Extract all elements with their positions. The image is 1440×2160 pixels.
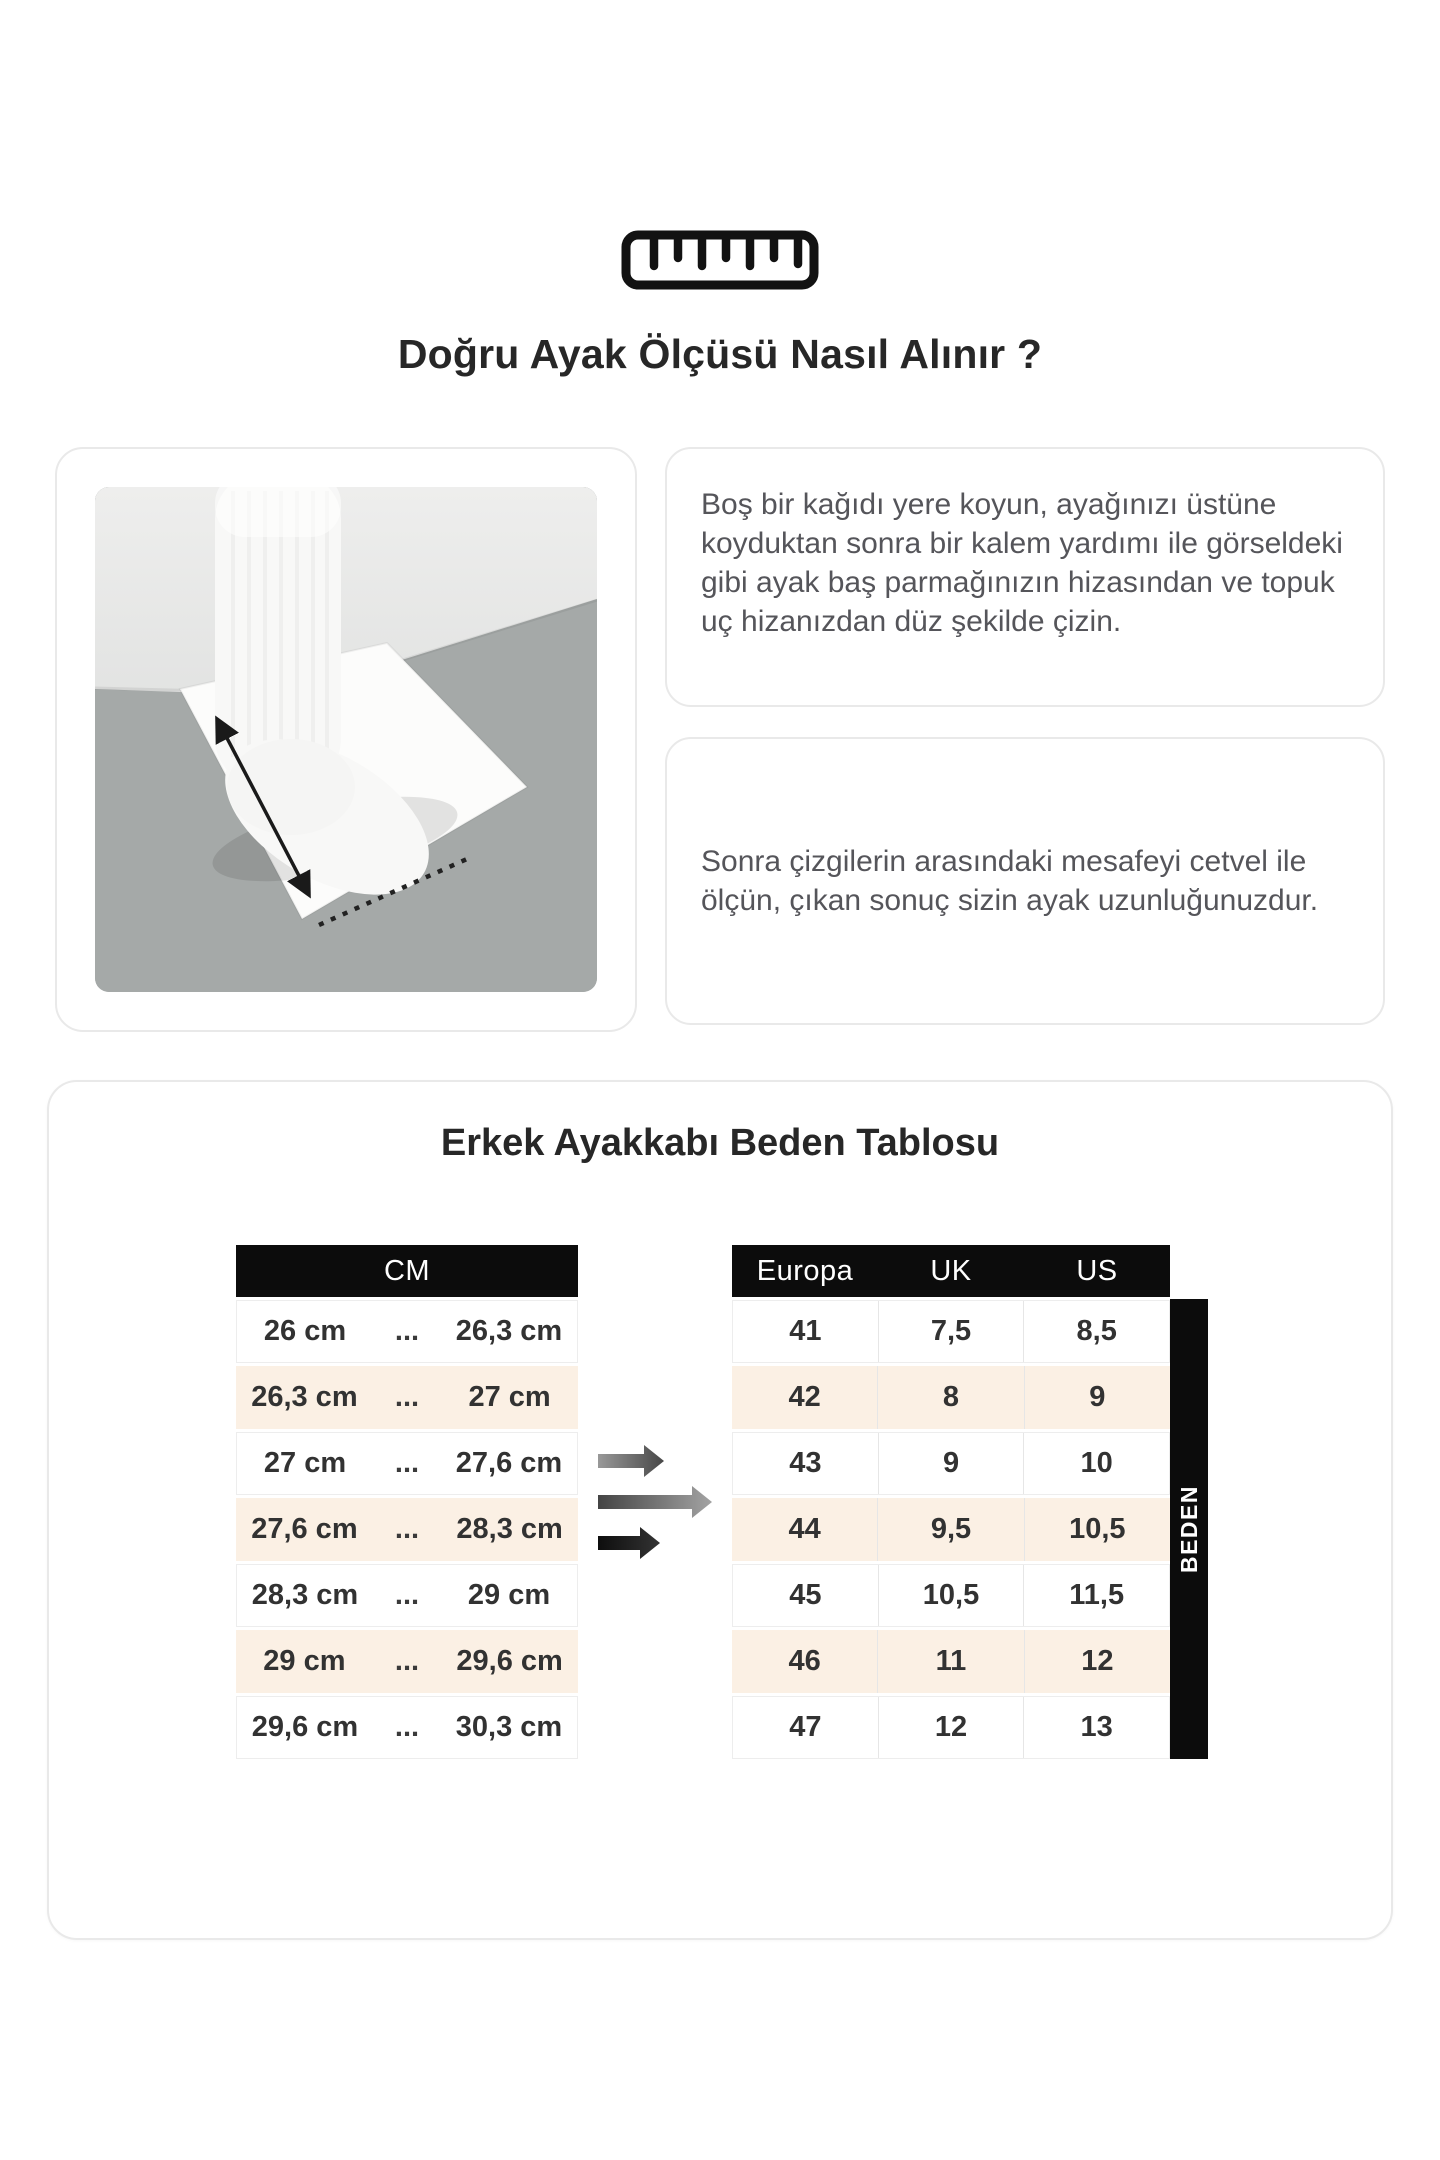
cell-eu: 45 bbox=[733, 1565, 879, 1626]
cell-from: 27,6 cm bbox=[251, 1513, 358, 1545]
table-row bbox=[236, 1366, 578, 1429]
table-row bbox=[236, 1300, 578, 1363]
cell-to: 27 cm bbox=[468, 1381, 551, 1413]
table-row bbox=[732, 1300, 1170, 1363]
cell-from: 26,3 cm bbox=[251, 1381, 358, 1413]
size-chart-card bbox=[47, 1080, 1393, 1940]
howto-steps bbox=[665, 447, 1385, 1032]
cell-separator: ... bbox=[394, 1447, 420, 1479]
cell-us: 9 bbox=[1089, 1381, 1106, 1413]
cell-to: 29 cm bbox=[467, 1579, 551, 1611]
cell-separator: ... bbox=[394, 1645, 420, 1677]
cell-us: 11,5 bbox=[1069, 1579, 1125, 1611]
table-row bbox=[732, 1432, 1170, 1495]
cell-from: 29 cm bbox=[263, 1645, 346, 1677]
step-1-text: Boş bir kağıdı yere koyun, ayağınızı üstüne koyduktan sonra bir kalem yardımı ile görseldeki gibi ayak baş parmağınızın hizasından ve topuk uç hizanızdan düz şekilde çizin. bbox=[701, 488, 1343, 638]
cell-from: 27 cm bbox=[263, 1447, 347, 1479]
cell-to: 27,6 cm bbox=[455, 1447, 563, 1479]
cell-eu: 42 bbox=[732, 1366, 878, 1429]
ruler-icon bbox=[0, 229, 1440, 291]
cell-from: 28,3 cm bbox=[251, 1579, 359, 1611]
howto-section bbox=[55, 447, 1385, 1032]
table-row bbox=[236, 1630, 578, 1693]
table-row bbox=[732, 1366, 1170, 1429]
step-card-1 bbox=[665, 447, 1385, 707]
table-row bbox=[236, 1564, 578, 1627]
header-europa: Europa bbox=[756, 1254, 854, 1287]
cell-us: 10 bbox=[1080, 1447, 1113, 1479]
foot-measurement-photo-card bbox=[55, 447, 637, 1032]
cell-from: 26 cm bbox=[263, 1315, 347, 1347]
step-2-text: Sonra çizgilerin arasındaki mesafeyi cetvel ile ölçün, çıkan sonuç sizin ayak uzunluğunuzdur. bbox=[701, 845, 1319, 917]
cell-to: 29,6 cm bbox=[456, 1645, 563, 1677]
cm-range-table bbox=[236, 1245, 578, 1759]
cell-to: 26,3 cm bbox=[455, 1315, 563, 1347]
cell-separator: ... bbox=[394, 1711, 420, 1743]
table-row bbox=[732, 1630, 1170, 1693]
cell-to: 30,3 cm bbox=[455, 1711, 563, 1743]
cell-separator: ... bbox=[394, 1513, 420, 1545]
table-row bbox=[732, 1696, 1170, 1759]
table-row bbox=[236, 1696, 578, 1759]
cell-uk: 9,5 bbox=[878, 1498, 1024, 1561]
cell-us: 13 bbox=[1080, 1711, 1113, 1743]
header-uk: UK bbox=[930, 1254, 972, 1287]
table-row bbox=[236, 1498, 578, 1561]
cell-eu: 46 bbox=[732, 1630, 878, 1693]
header-us: US bbox=[1076, 1254, 1118, 1287]
step-card-2 bbox=[665, 737, 1385, 1025]
conversion-arrows-icon bbox=[598, 1445, 718, 1560]
cell-uk: 7,5 bbox=[879, 1301, 1025, 1362]
cell-eu: 43 bbox=[733, 1433, 879, 1494]
cm-table-header: CM bbox=[236, 1245, 578, 1297]
intl-table-header bbox=[732, 1245, 1170, 1297]
page-title: Doğru Ayak Ölçüsü Nasıl Alınır ? bbox=[397, 331, 1043, 377]
table-row bbox=[236, 1432, 578, 1495]
beden-label: BEDEN bbox=[1175, 1484, 1202, 1573]
cell-us: 8,5 bbox=[1076, 1315, 1117, 1347]
cell-uk: 8 bbox=[878, 1366, 1024, 1429]
cell-uk: 11 bbox=[878, 1630, 1024, 1693]
cell-uk: 10,5 bbox=[879, 1565, 1025, 1626]
cell-separator: ... bbox=[394, 1579, 420, 1611]
cell-us: 10,5 bbox=[1069, 1513, 1126, 1545]
cell-eu: 41 bbox=[733, 1301, 879, 1362]
cell-from: 29,6 cm bbox=[251, 1711, 359, 1743]
cell-eu: 47 bbox=[733, 1697, 879, 1758]
table-row bbox=[732, 1564, 1170, 1627]
cell-separator: ... bbox=[394, 1381, 420, 1413]
cell-uk: 12 bbox=[879, 1697, 1025, 1758]
cell-uk: 9 bbox=[879, 1433, 1025, 1494]
table-row bbox=[732, 1498, 1170, 1561]
beden-side-bar bbox=[1170, 1299, 1208, 1759]
cell-us: 12 bbox=[1081, 1645, 1114, 1677]
cell-separator: ... bbox=[394, 1315, 420, 1347]
foot-measurement-photo bbox=[95, 487, 597, 992]
cell-to: 28,3 cm bbox=[456, 1513, 563, 1545]
cell-eu: 44 bbox=[732, 1498, 878, 1561]
size-chart-title: Erkek Ayakkabı Beden Tablosu bbox=[440, 1122, 1000, 1164]
intl-size-table bbox=[732, 1245, 1170, 1759]
